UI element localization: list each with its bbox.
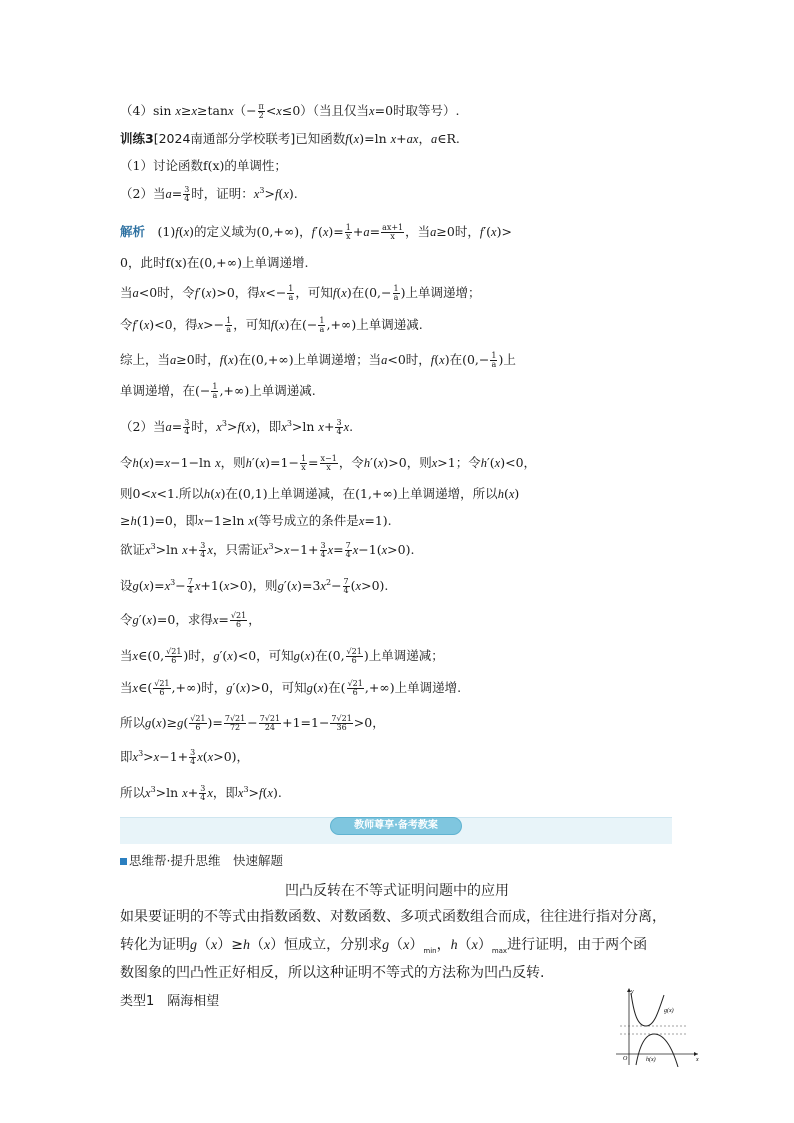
h-label: h(x) (646, 1057, 656, 1063)
solution-line: 欲证$x^3>\ln$ x+ $\frac{3}{4}$ x，只需证$x^3>x-1+$ $\frac{3}{4}$ x= $\frac{7}{4}$ x−1(x>0). (120, 541, 415, 559)
solution-line: 0，此时f(x)在(0,+∞)上单调递增. (120, 255, 309, 270)
solution-line: 当a<0时，令f′(x)>0，得x<− $\frac{1}{a}$ ，可知f(x)在(0,− $\frac{1}{a}$ )上单调递增； (120, 284, 481, 302)
solution-line: 当x∈(0, $\frac{√21}{6}$ )时，g′(x)<0，可知g(x)在(0, $\frac{√21}{6}$ )上单调递减； (120, 647, 444, 665)
y-axis-label: y (631, 989, 634, 995)
question-1: （1）讨论函数f(x)的单调性； (120, 158, 287, 173)
solution-line: 所以$x^3>\ln$ x+ $\frac{3}{4}$ x，即$x^3>f(x)$. (120, 784, 282, 802)
solution-line: 所以g(x)≥g( $\frac{√21}{6}$ )= $\frac{7√21}{72}$ − $\frac{7√21}{24}$ +1=1− $\frac{7√21}{36}$ >0， (120, 714, 385, 732)
origin-label: O (623, 1056, 628, 1062)
solution-line: 单调递增，在(− $\frac{1}{a}$ ,+∞)上单调递减. (120, 382, 316, 400)
paragraph-line: 如果要证明的不等式由指数函数、对数函数、多项式函数组合而成，往往进行指对分离， (120, 909, 666, 925)
solution-line: （2）当a= $\frac{3}{4}$ 时，$x^3>f(x)$，即$x^3>\ln$ x+ $\frac{3}{4}$ x. (120, 418, 354, 436)
concavity-graph (612, 985, 702, 1067)
g-label: g(x) (664, 1008, 674, 1014)
topic-title: 凹凸反转在不等式证明问题中的应用 (285, 883, 509, 899)
solution-line: 解析 (1)f(x)的定义域为(0,+∞)，f′(x)= $\frac{1}{x}$ +a= $\frac{ax+1}{x}$ ，当a≥0时，f′(x)> (120, 223, 512, 241)
solution-line: 令g′(x)=0，求得x= $\frac{√21}{6}$ ， (120, 611, 261, 629)
square-icon (120, 858, 127, 865)
paragraph-line: 转化为证明g（x）≥h（x）恒成立，分别求$g(x)_{min}$，$h(x)_{max}$进行证明，由于两个函 (120, 937, 648, 955)
h-curve (636, 1034, 678, 1067)
section-heading: 思维帮·提升思维 快速解题 (120, 851, 283, 869)
banner-label: 教师尊享·备考教案 (330, 817, 462, 835)
solution-line: 当x∈( $\frac{√21}{6}$ ,+∞)时，g′(x)>0，可知g(x)在( $\frac{√21}{6}$ ,+∞)上单调递增. (120, 679, 462, 697)
text-line: （4）sin x≥x≥tanx（− $\frac{\pi}{2}$ <x≤0）（当且仅当x=0时取等号）. (120, 102, 460, 120)
solution-line: 令h(x)=x−1−ln x，则h′(x)=1− $\frac{1}{x}$ = $\frac{x-1}{x}$ ，令h′(x)>0，则x>1；令h′(x)<0， (120, 454, 537, 472)
type-heading: 类型1 隔海相望 (120, 994, 220, 1009)
g-curve (631, 993, 664, 1026)
solution-line: 设$g(x)=x^3-$ $\frac{7}{4}$ x+1(x>0)，则$g'(x)=3x^2-$ $\frac{7}{4}$ (x>0). (120, 577, 389, 595)
x-axis-arrow (694, 1052, 698, 1056)
x-axis-label: x (696, 1057, 699, 1063)
question-2: （2）当a= $\frac{3}{4}$ 时，证明：$x^3>f(x)$. (120, 185, 298, 203)
solution-line: ≥h(1)=0，即x−1≥ln x(等号成立的条件是x=1). (120, 513, 392, 528)
paragraph-line: 数图象的凹凸性正好相反，所以这种证明不等式的方法称为凹凸反转. (120, 965, 545, 981)
solution-line: 则0<x<1.所以h(x)在(0,1)上单调递减，在(1,+∞)上单调递增，所以h(x) (120, 486, 520, 501)
exercise-stem: 训练3[2024南通部分学校联考]已知函数f(x)=ln x+ax，a∈R. (120, 131, 460, 146)
solution-line: 即$x^3>x-1+$ $\frac{3}{4}$ x(x>0)， (120, 748, 250, 766)
solution-line: 令f′(x)<0，得x>− $\frac{1}{a}$ ，可知f(x)在(− $\frac{1}{a}$ ,+∞)上单调递减. (120, 316, 423, 334)
solution-line: 综上，当a≥0时，f(x)在(0,+∞)上单调递增；当a<0时，f(x)在(0,− $\frac{1}{a}$ )上 (120, 351, 516, 369)
teacher-banner (120, 817, 672, 844)
